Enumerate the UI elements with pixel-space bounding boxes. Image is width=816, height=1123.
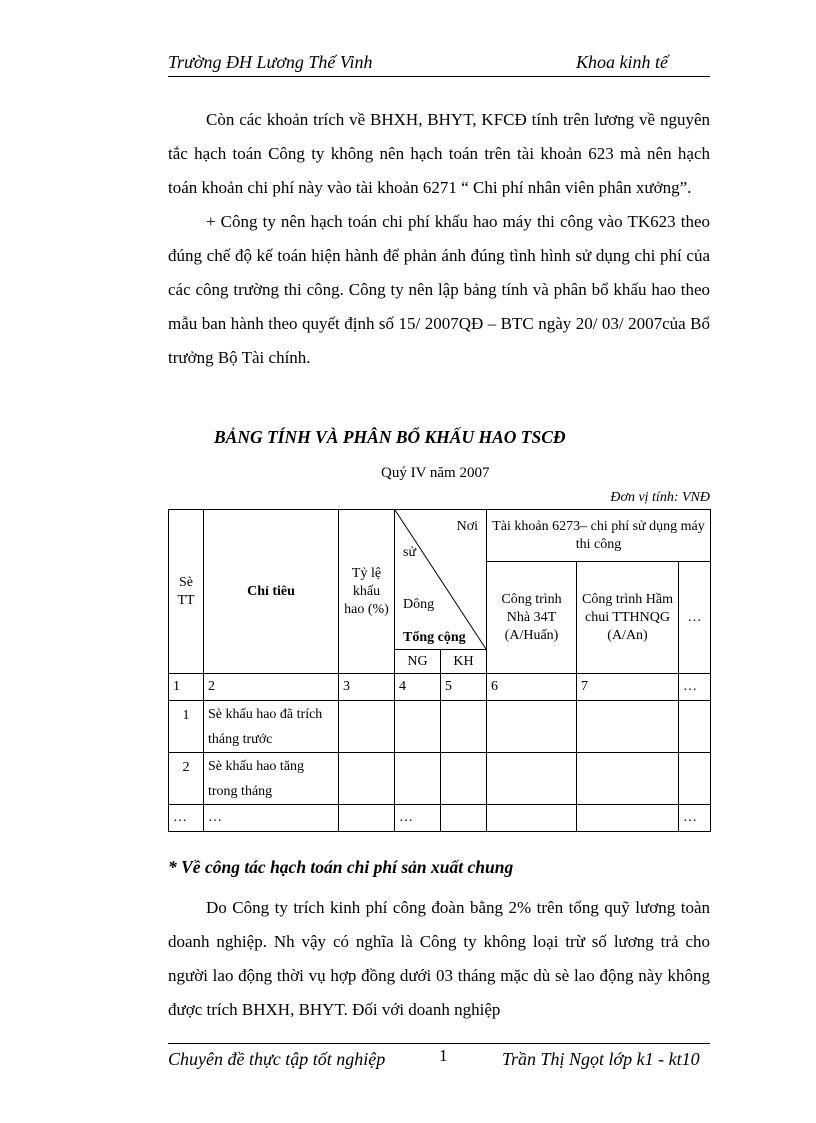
- col-more-header: …: [679, 562, 711, 674]
- depreciation-table: [168, 509, 711, 832]
- num-cell: …: [679, 674, 711, 701]
- row-stt: …: [169, 805, 204, 832]
- col-chitieu-header: Chỉ tiêu: [204, 510, 339, 674]
- row-cell: …: [395, 805, 441, 832]
- dong-label: Dông: [403, 597, 435, 612]
- num-cell: 3: [339, 674, 395, 701]
- unit-label: Đơn vị tính: VNĐ: [610, 490, 710, 505]
- section-title: * Về công tác hạch toán chi phí sản xuất chung: [168, 857, 514, 877]
- col-stt-header: Sè TT: [169, 510, 204, 674]
- row-label: …: [204, 805, 339, 832]
- col-tk6273-header: Tài khoản 6273– chi phí sử dụng máy thi công: [487, 510, 711, 562]
- header-faculty: Khoa kinh tế: [576, 52, 668, 72]
- row-stt: 1: [169, 701, 204, 753]
- col-tyle-header: Tỷ lệ khấu hao (%): [339, 510, 395, 674]
- tong-cong-label: Tổng cộng: [403, 630, 466, 645]
- row-label: Sè khấu hao đã trích tháng trước: [204, 701, 339, 753]
- row-label: Sè khấu hao tăng trong tháng: [204, 753, 339, 805]
- row-cell: …: [679, 805, 711, 832]
- paragraph-3: Do Công ty trích kinh phí công đoàn bằng 2% trên tổng quỹ lương toàn doanh nghiệp. Nh vậy có nghĩa là Công ty không loại trừ số lương trả cho người lao động thời vụ hợp đồng dưới 03 tháng mặc dù sè lao động này không được trích BHXH, BHYT. Đối với doanh nghiệp: [168, 898, 710, 1019]
- header-row-1: [169, 510, 711, 562]
- num-cell: 7: [577, 674, 679, 701]
- table-subtitle: Quý IV năm 2007: [381, 465, 490, 481]
- col-ct2-header: Công trình Hầm chui TTHNQG (A/An): [577, 562, 679, 674]
- table-row: [169, 805, 711, 832]
- paragraph-2: + Công ty nên hạch toán chi phí khấu hao máy thi công vào TK623 theo đúng chế độ kế toán hiện hành để phản ánh đúng tình hình sử dụng chi phí của các công trường thi công. Công ty nên lập bảng tính và phân bổ khấu hao theo mẫu ban hành theo quyết định số 15/ 2007QĐ – BTC ngày 20/ 03/ 2007của Bổ trưởng Bộ Tài chính.: [168, 212, 710, 367]
- body-text-bottom: [168, 891, 710, 1027]
- body-text-top: [168, 103, 710, 375]
- su-label: sử: [403, 545, 417, 560]
- table-title: BẢNG TÍNH VÀ PHÂN BỔ KHẤU HAO TSCĐ: [214, 427, 566, 447]
- table-row: [169, 701, 711, 753]
- num-cell: 4: [395, 674, 441, 701]
- num-cell: 1: [169, 674, 204, 701]
- header-rule: [168, 76, 710, 77]
- footer-author: Trần Thị Ngọt lớp k1 - kt10: [502, 1049, 700, 1069]
- number-row: [169, 674, 711, 701]
- row-stt: 2: [169, 753, 204, 805]
- footer-rule: [168, 1043, 710, 1044]
- col-ng-header: NG: [395, 650, 441, 674]
- col-ct1-header: Công trình Nhà 34T (A/Huấn): [487, 562, 577, 674]
- table-row: [169, 753, 711, 805]
- col-kh-header: KH: [441, 650, 487, 674]
- num-cell: 5: [441, 674, 487, 701]
- footer-title: Chuyên đề thực tập tốt nghiệp: [168, 1049, 386, 1069]
- noi-label: Nơi: [456, 519, 478, 534]
- paragraph-1: Còn các khoản trích về BHXH, BHYT, KFCĐ tính trên lương về nguyên tắc hạch toán Công ty không nên hạch toán trên tài khoản 623 mà nên hạch toán khoản chi phí này vào tài khoản 6271 “ Chi phí nhân viên phân xưởng”.: [168, 110, 710, 197]
- header-school: Trường ĐH Lương Thế Vinh: [168, 52, 373, 72]
- num-cell: 2: [204, 674, 339, 701]
- page-number: 1: [439, 1046, 448, 1065]
- num-cell: 6: [487, 674, 577, 701]
- col-noi-su-dung-header: [395, 510, 487, 650]
